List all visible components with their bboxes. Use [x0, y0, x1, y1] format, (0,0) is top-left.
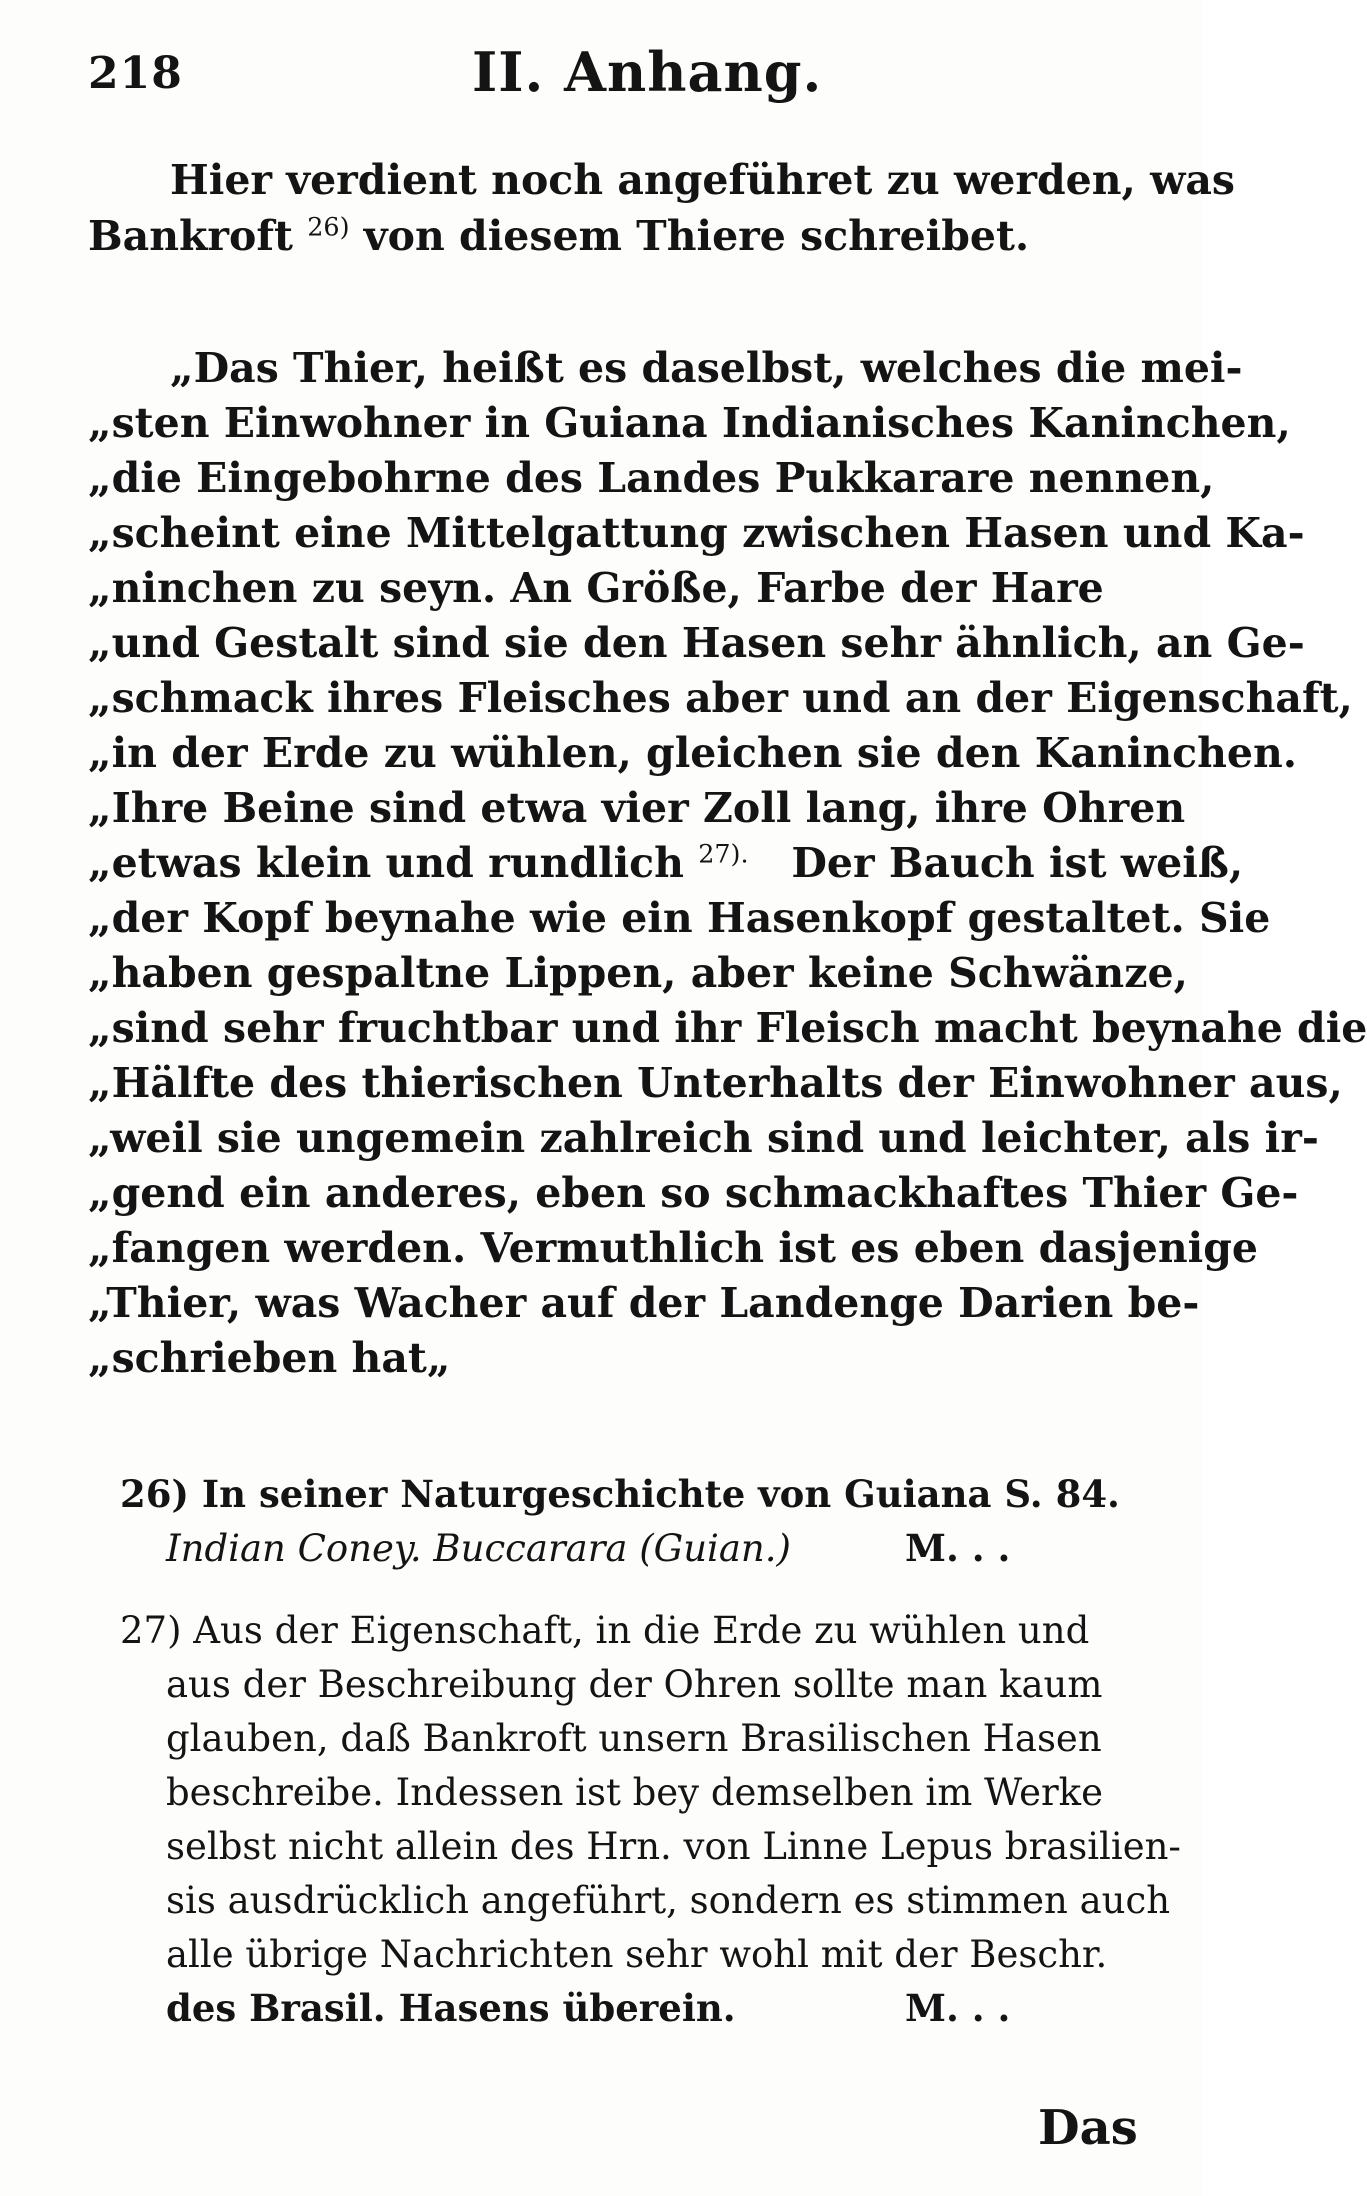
footnote-signature: M. . . — [905, 1526, 1011, 1570]
running-head: II. Anhang. — [472, 40, 823, 104]
quote-line: „ninchen zu seyn. An Größe, Farbe der Hare — [88, 564, 1104, 612]
footnote-line: glauben, daß Bankroft unsern Brasilischen Hasen — [166, 1717, 1102, 1760]
quote-line: „scheint eine Mittelgattung zwischen Hasen und Ka- — [88, 509, 1305, 557]
quote-line: „schmack ihres Fleisches aber und an der Eigenschaft, — [88, 674, 1353, 722]
quote-line: „und Gestalt sind sie den Hasen sehr ähnlich, an Ge- — [88, 619, 1305, 667]
footnote-line: selbst nicht allein des Hrn. von Linne Lepus brasilien- — [166, 1825, 1181, 1868]
footnote-ref-27: 27). — [698, 838, 749, 869]
intro-line-rest: von diesem Thiere schreibet. — [363, 212, 1030, 260]
footnote-line: Indian Coney. Buccarara (Guian.) — [166, 1527, 791, 1570]
footnote-line: des Brasil. Hasens überein. — [166, 1986, 736, 2030]
quote-line: „sten Einwohner in Guiana Indianisches Kaninchen, — [88, 399, 1291, 447]
intro-line: Hier verdient noch angeführet zu werden, was — [170, 156, 1236, 204]
quote-line: „fangen werden. Vermuthlich ist es eben dasjenige — [88, 1224, 1259, 1272]
footnote-line: beschreibe. Indessen ist bey demselben im Werke — [166, 1771, 1103, 1814]
quote-line: „Hälfte des thierischen Unterhalts der Einwohner aus, — [88, 1059, 1343, 1107]
quote-line: „gend ein anderes, eben so schmackhaftes Thier Ge- — [88, 1169, 1299, 1217]
quote-line-start: „etwas klein und rundlich — [88, 839, 684, 887]
footnote-line: alle übrige Nachrichten sehr wohl mit der Beschr. — [166, 1933, 1108, 1976]
quote-line: „in der Erde zu wühlen, gleichen sie den Kaninchen. — [88, 729, 1298, 777]
quote-line: „schrieben hat„ — [88, 1334, 451, 1382]
quote-line: „sind sehr fruchtbar und ihr Fleisch macht beynahe die — [88, 1004, 1367, 1052]
quote-line: „haben gespaltne Lippen, aber keine Schwänze, — [88, 949, 1188, 997]
footnote-line: 27) Aus der Eigenschaft, in die Erde zu wühlen und — [120, 1609, 1090, 1652]
quote-line: „Thier, was Wacher auf der Landenge Darien be- — [88, 1279, 1200, 1327]
intro-line — [88, 211, 1030, 260]
quote-line — [88, 838, 1244, 887]
quote-line: „die Eingebohrne des Landes Pukkarare nennen, — [88, 454, 1215, 502]
quote-line: „weil sie ungemein zahlreich sind und leichter, als ir- — [88, 1114, 1319, 1162]
footnote-line: 26) In seiner Naturgeschichte von Guiana S. 84. — [120, 1472, 1120, 1516]
footnote-line: aus der Beschreibung der Ohren sollte man kaum — [166, 1663, 1103, 1706]
footnote-ref-26: 26) — [307, 211, 350, 242]
page-number: 218 — [88, 48, 183, 99]
quote-line-rest: Der Bauch ist weiß, — [791, 839, 1244, 887]
author-name: Bankroft — [88, 212, 293, 260]
quote-line: „Das Thier, heißt es daselbst, welches die mei- — [170, 344, 1243, 392]
catchword: Das — [1038, 2100, 1138, 2156]
quote-line: „Ihre Beine sind etwa vier Zoll lang, ihre Ohren — [88, 784, 1186, 832]
quote-line: „der Kopf beynahe wie ein Hasenkopf gestaltet. Sie — [88, 894, 1271, 942]
page-header — [88, 36, 1148, 116]
footnote-signature: M. . . — [905, 1986, 1011, 2030]
footnote-line: sis ausdrücklich angeführt, sondern es stimmen auch — [166, 1879, 1171, 1922]
